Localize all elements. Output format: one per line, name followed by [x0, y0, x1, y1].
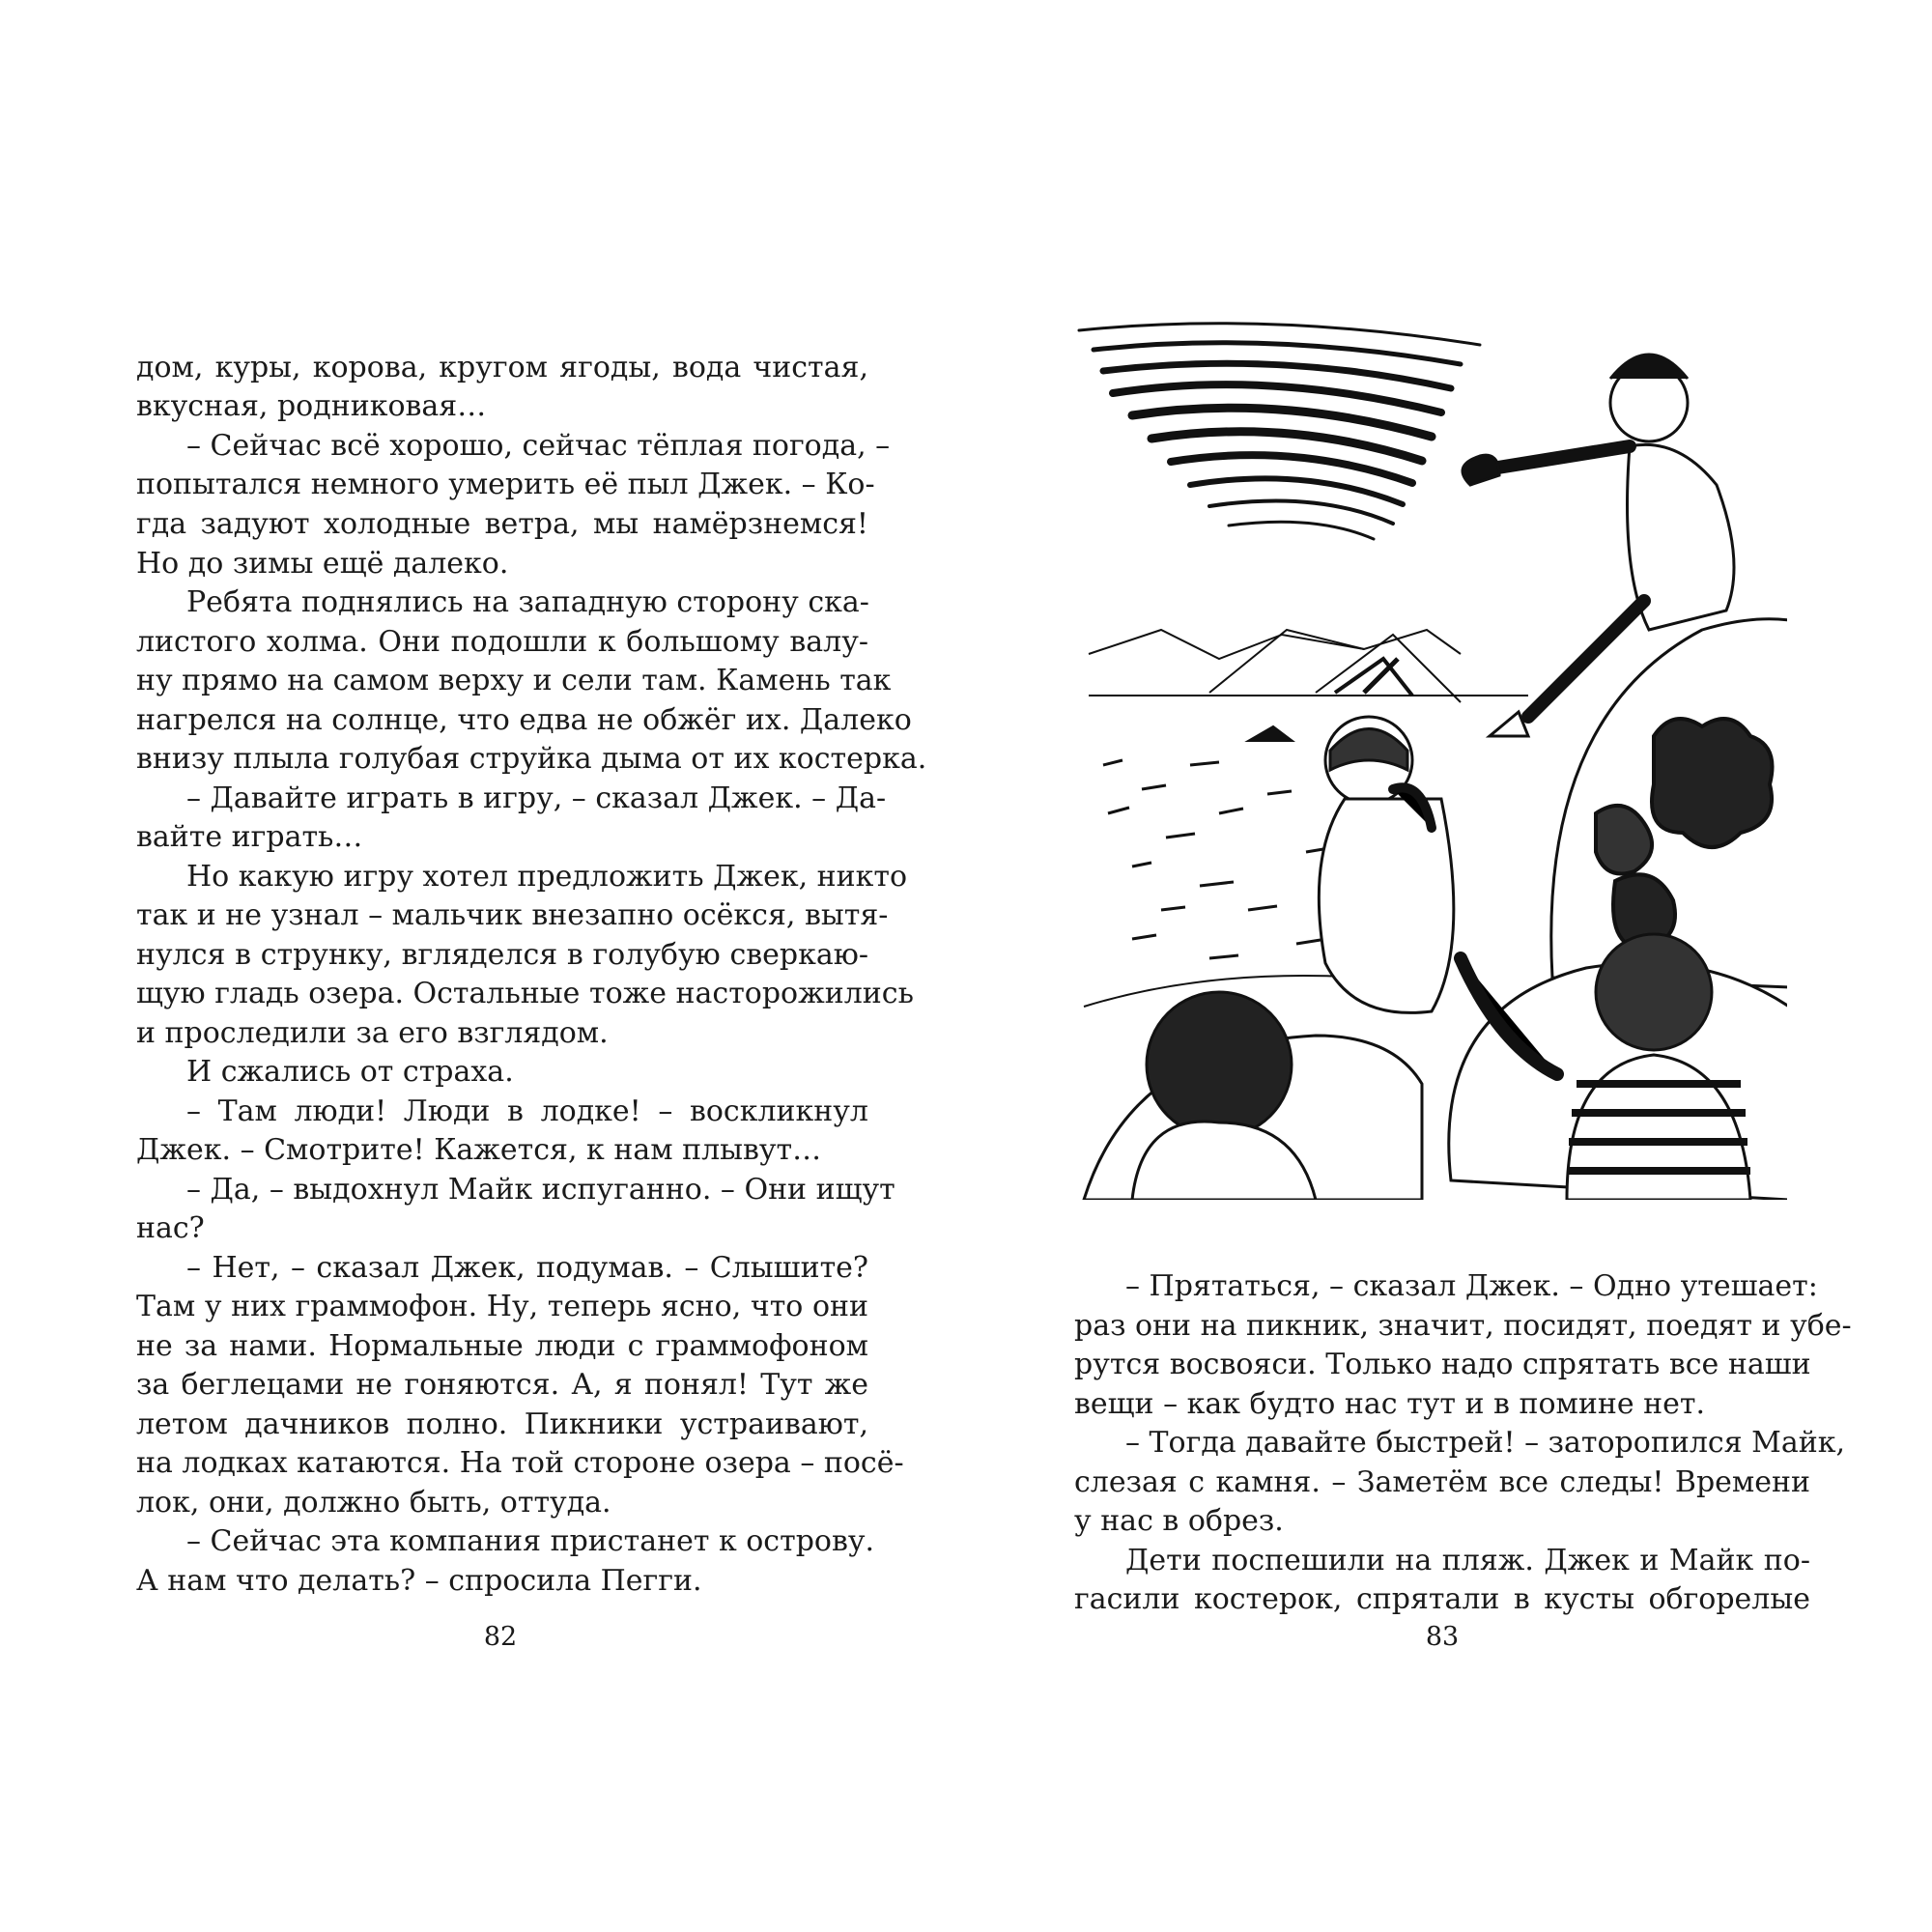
text-line: летом дачников полно. Пикники устраивают,: [136, 1407, 868, 1441]
text-line: – Сейчас эта компания пристанет к острову.: [186, 1524, 875, 1558]
text-line: нагрелся на солнце, что едва не обжёг их. Далеко: [136, 703, 912, 737]
text-line: попытался немного умерить её пыл Джек. – Ко-: [136, 468, 875, 501]
text-line: дом, куры, корова, кругом ягоды, вода чистая,: [136, 351, 868, 384]
text-line: А нам что делать? – спросила Пегги.: [136, 1564, 702, 1598]
text-line: вкусная, родниковая…: [136, 389, 487, 423]
text-line: не за нами. Нормальные люди с граммофоном: [136, 1329, 868, 1363]
text-line: рутся восвояси. Только надо спрятать все наши: [1074, 1348, 1811, 1381]
text-line: – Да, – выдохнул Майк испуганно. – Они ищут: [186, 1173, 895, 1207]
text-line: Ребята поднялись на западную сторону ска-: [186, 585, 869, 619]
text-line: – Нет, – сказал Джек, подумав. – Слышите?: [186, 1251, 868, 1285]
text-line: внизу плыла голубая струйка дыма от их костерка.: [136, 742, 927, 776]
text-line: нас?: [136, 1211, 205, 1245]
text-line: – Тогда давайте быстрей! – заторопился Майк,: [1125, 1426, 1846, 1460]
text-line: Но какую игру хотел предложить Джек, никто: [186, 860, 908, 894]
text-line: на лодках катаются. На той стороне озера – посё-: [136, 1446, 904, 1480]
text-line: так и не узнал – мальчик внезапно осёкся, вытя-: [136, 898, 889, 932]
text-line: гасили костерок, спрятали в кусты обгорелые: [1074, 1582, 1810, 1616]
text-line: Джек. – Смотрите! Кажется, к нам плывут…: [136, 1133, 822, 1167]
text-line: вайте играть…: [136, 820, 363, 854]
text-line: ну прямо на самом верху и сели там. Камень так: [136, 664, 892, 697]
text-line: вещи – как будто нас тут и в помине нет.: [1074, 1387, 1706, 1421]
text-line: раз они на пикник, значит, посидят, поедят и убе-: [1074, 1309, 1852, 1343]
text-line: листого холма. Они подошли к большому валу-: [136, 625, 868, 659]
text-line: нулся в струнку, вгляделся в голубую сверкаю-: [136, 938, 868, 972]
text-line: у нас в обрез.: [1074, 1504, 1284, 1538]
text-line: Дети поспешили на пляж. Джек и Майк по-: [1125, 1544, 1810, 1577]
text-line: – Давайте играть в игру, – сказал Джек. – Да-: [186, 781, 887, 815]
text-line: щую гладь озера. Остальные тоже насторожились: [136, 977, 914, 1010]
text-line: Но до зимы ещё далеко.: [136, 547, 509, 581]
text-line: слезая с камня. – Заметём все следы! Времени: [1074, 1465, 1810, 1499]
illustration: [1074, 311, 1787, 1200]
text-line: – Прятаться, – сказал Джек. – Одно утешает:: [1125, 1269, 1818, 1303]
text-line: за беглецами не гоняются. А, я понял! Тут же: [136, 1368, 868, 1402]
text-line: и проследили за его взглядом.: [136, 1016, 609, 1050]
text-line: Там у них граммофон. Ну, теперь ясно, что они: [136, 1290, 868, 1323]
page-number: 82: [483, 1622, 518, 1652]
text-line: – Там люди! Люди в лодке! – воскликнул: [186, 1094, 868, 1128]
text-line: лок, они, должно быть, оттуда.: [136, 1486, 611, 1520]
landscape-drawing: [1084, 630, 1528, 1007]
cloud-drawing: [1079, 324, 1480, 539]
text-line: – Сейчас всё хорошо, сейчас тёплая погода, –: [186, 429, 891, 463]
page-number: 83: [1425, 1622, 1460, 1652]
text-line: гда задуют холодные ветра, мы намёрзнемся!: [136, 507, 868, 541]
text-line: И сжались от страха.: [186, 1055, 514, 1089]
